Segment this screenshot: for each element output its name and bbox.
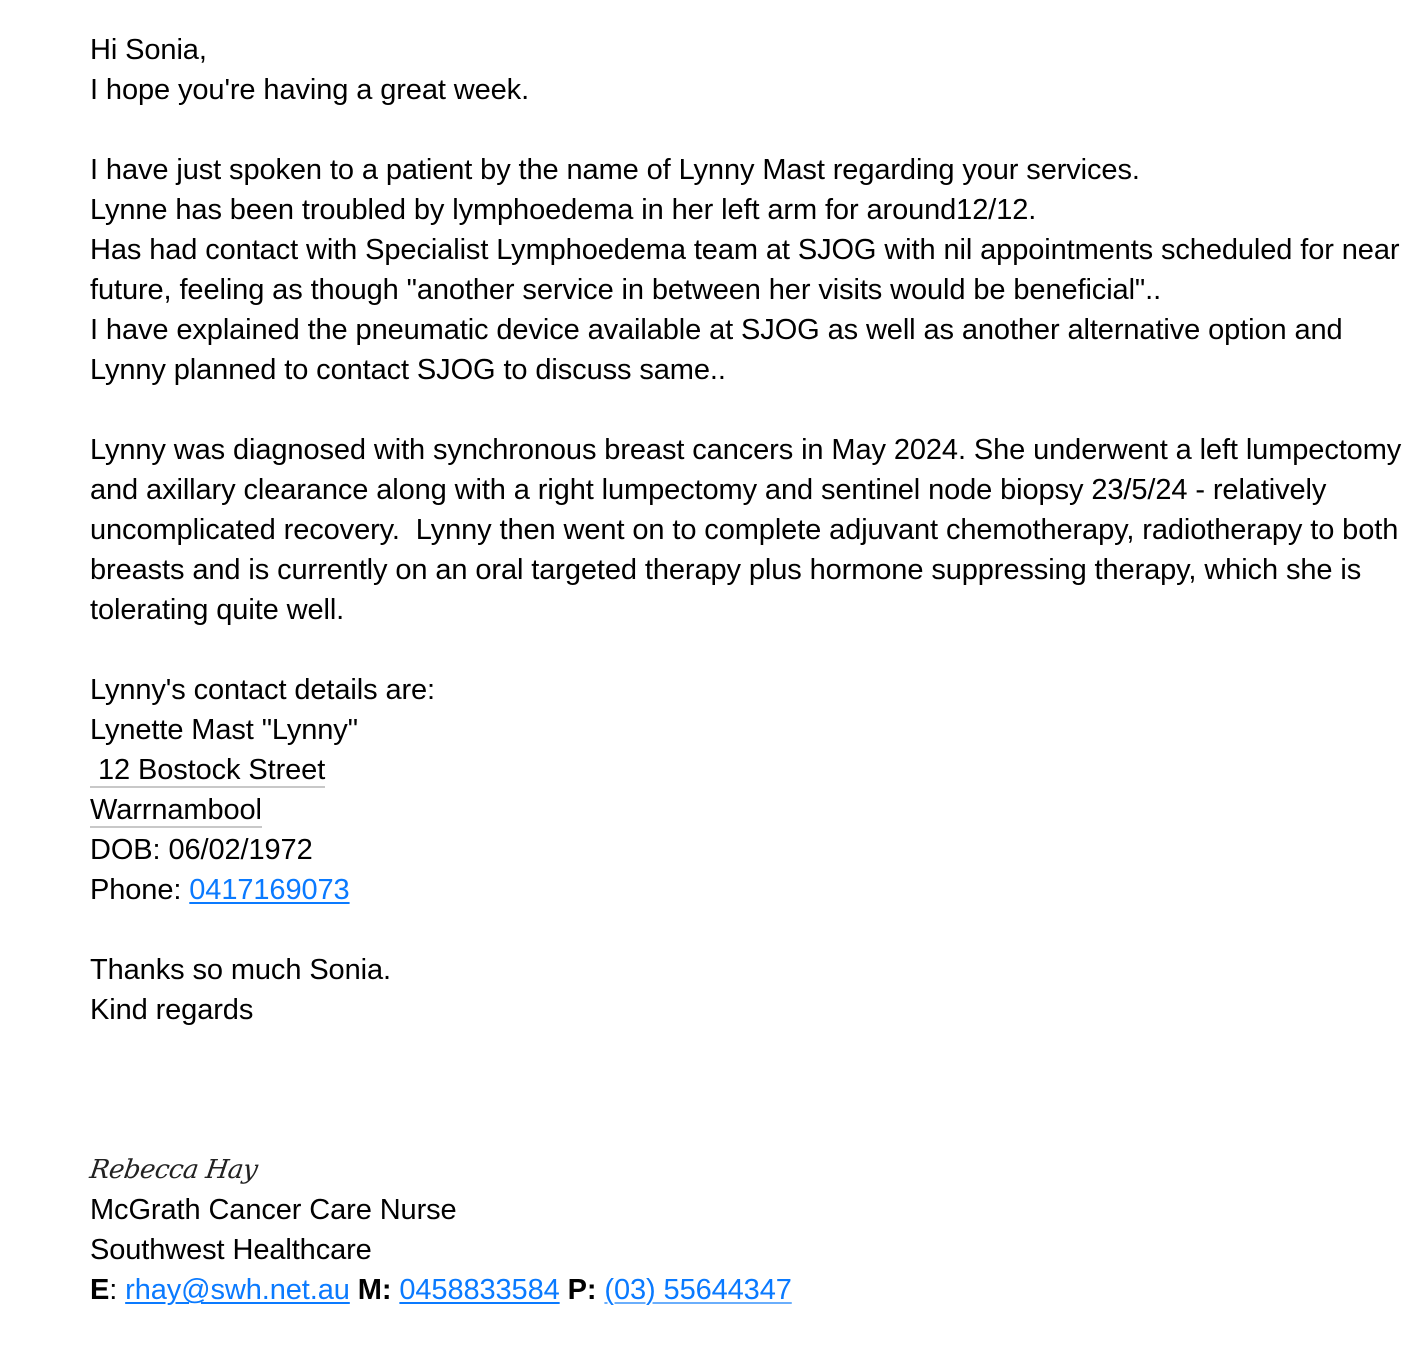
email-label: E bbox=[90, 1274, 110, 1306]
phone-label: P: bbox=[567, 1274, 597, 1306]
greeting: Hi Sonia, bbox=[90, 34, 207, 66]
medical-history-paragraph: Lynny was diagnosed with synchronous breast cancers in May 2024. She underwent a left lumpectomy and axillary clearance along with a right lumpectomy and sentinel node biopsy 23/5/24 - relatively uncomplicated recovery. Lynny then went on to complete adjuvant chemotherapy, radiotherapy to both breasts and is currently on an oral targeted therapy plus hormone suppressing therapy, which she is tolerating quite well. bbox=[90, 434, 1410, 626]
signature-contact-line bbox=[90, 1270, 1410, 1310]
contact-intro: Lynny's contact details are: bbox=[90, 674, 436, 706]
closing-line: Kind regards bbox=[90, 994, 254, 1026]
city-line bbox=[90, 790, 1410, 830]
patient-dob: DOB: 06/02/1972 bbox=[90, 834, 313, 866]
referral-paragraph bbox=[90, 150, 1410, 390]
signature-mobile-link[interactable]: 0458833584 bbox=[399, 1274, 560, 1306]
patient-phone-link[interactable]: 0417169073 bbox=[189, 874, 350, 906]
signature-email-link[interactable]: rhay@swh.net.au bbox=[125, 1274, 350, 1306]
signature-phone-link[interactable]: (03) 55644347 bbox=[604, 1274, 792, 1306]
city-address-link[interactable]: Warrnambool bbox=[90, 794, 262, 826]
signature-script-name: Rebecca Hay bbox=[87, 1155, 260, 1185]
thanks-line: Thanks so much Sonia. bbox=[90, 954, 391, 986]
signature-block bbox=[87, 1150, 1410, 1310]
spacer bbox=[90, 110, 1410, 150]
spacer bbox=[90, 910, 1410, 950]
referral-line: I have just spoken to a patient by the name of Lynny Mast regarding your services. bbox=[90, 154, 1140, 186]
referral-line: I have explained the pneumatic device available at SJOG as well as another alternative option and Lynny planned to contact SJOG to discuss same.. bbox=[90, 314, 1351, 386]
spacer bbox=[90, 630, 1410, 670]
referral-line: Has had contact with Specialist Lymphoedema team at SJOG with nil appointments scheduled for near future, feeling as though "another service in between her visits would be beneficial".. bbox=[90, 234, 1408, 306]
patient-phone-line bbox=[90, 870, 1410, 910]
signature-title: McGrath Cancer Care Nurse bbox=[90, 1194, 457, 1226]
patient-name: Lynette Mast "Lynny" bbox=[90, 714, 358, 746]
spacer bbox=[90, 1030, 1410, 1150]
signature-organization: Southwest Healthcare bbox=[90, 1234, 372, 1266]
opening-line: I hope you're having a great week. bbox=[90, 74, 530, 106]
referral-line: Lynne has been troubled by lymphoedema in her left arm for around12/12. bbox=[90, 194, 1037, 226]
email-separator: : bbox=[109, 1274, 126, 1306]
mobile-label: M: bbox=[357, 1274, 392, 1306]
phone-label: Phone: bbox=[90, 874, 190, 906]
spacer bbox=[90, 390, 1410, 430]
street-line bbox=[90, 750, 1410, 790]
street-address-link[interactable]: 12 Bostock Street bbox=[90, 754, 326, 786]
patient-contact-block bbox=[90, 670, 1410, 910]
email-body bbox=[87, 30, 1410, 1310]
